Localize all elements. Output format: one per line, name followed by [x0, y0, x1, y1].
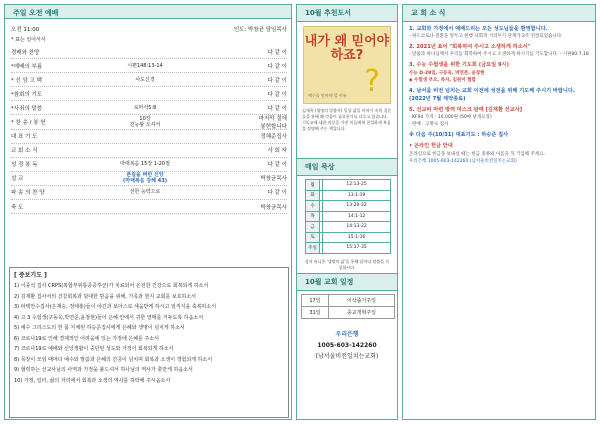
news-item: [409, 87, 589, 103]
order-name: 파 송 의 찬 양: [11, 190, 45, 197]
order-row: [11, 172, 287, 186]
prayer-item: 2) 김재환 집사서의 건강회복과 담대한 믿음을 위해, 가족과 현지 교회를 보호하소서: [14, 293, 197, 300]
order-row: [11, 130, 287, 144]
question-mark-icon: ?: [364, 64, 380, 99]
prayer-item: 6) 코로나19로 인해 경제적인 어려움에 있는 가정에 은혜를 주소서: [14, 335, 159, 342]
order-right: 다 같 이: [267, 77, 287, 84]
reading-row: [306, 232, 391, 243]
order-content: 10장 전능왕 오셔서: [129, 116, 161, 129]
reading-day: 주일: [306, 243, 320, 254]
news-item-title: 1. 교회와 가정에서 예배드리는 모든 성도님들을 환영합니다.: [409, 26, 548, 32]
prayer-title: [ 중보기도 ]: [14, 272, 47, 279]
news-item-title: 2. 2021년 표어 "회복하여 주시고 소생하게 하소서": [409, 44, 531, 51]
order-name: 경배와 찬양: [11, 49, 40, 56]
prayer-item: 1) 이종석 집사 CRPS(복합부위통증증후군)가 치료되어 온전한 건강으로 회복되게 하소서: [14, 283, 209, 289]
news-item-title: 4. 남서울 비전 넘치는 교회 이전에 성전을 위해 기도해 주시기 바랍니다. (2022년 7월 계약종료): [409, 87, 575, 102]
worship-time: 오전 11:00: [11, 27, 40, 33]
news-item-title: • 온라인 헌금 안내: [409, 143, 453, 150]
news-item-sub: - 위드코로나 전환을 앞두고 현행 사회적 거리두기 단계가 2주 연장되었습니다.: [409, 34, 563, 40]
reading-text: 13:20-22: [323, 201, 391, 212]
order-name: 교 회 소 식: [11, 148, 38, 155]
order-name: * 찬 송 / 봉 헌: [11, 120, 46, 127]
order-name: 성 경 봉 독: [11, 162, 38, 169]
order-name: 축 도: [11, 204, 24, 211]
order-right: 다 같 이: [267, 49, 287, 56]
news-item-title: ※ 다음 주(10/31) 대표기도 : 하승준 집사: [409, 132, 509, 139]
worship-leader: 인도: 박창균 담임목사: [233, 27, 287, 33]
order-row: [11, 59, 287, 73]
prayer-item: 10) 가정, 일터, 삶의 자리에서 회복과 소생의 역사를 허락해 주시옵소서: [14, 377, 171, 384]
order-row: [11, 87, 287, 101]
bank-holder: (남서울비전일치는교회): [315, 352, 379, 360]
news-item: [409, 106, 589, 128]
bank-name: 우리은행: [335, 330, 359, 338]
bank-number: 1005-603-142260: [317, 341, 377, 349]
news-item-sub: 수능 D-29일, 구동욱, 박연준, 윤창현: [409, 70, 485, 76]
stand-note: * 표는 일어서서: [11, 37, 46, 43]
reading-day: 수: [306, 201, 320, 212]
reading-row: [306, 211, 391, 222]
order-content: 마태복음 15장 1-20절: [120, 161, 170, 168]
reading-row: [306, 201, 391, 212]
order-content: 시편148:13-14: [127, 62, 163, 69]
order-content: 로마서5:8: [133, 104, 157, 111]
reading-text: 12:13-25: [323, 180, 391, 191]
order-right: 다 같 이: [267, 105, 287, 112]
order-name: 대 표 기 도: [11, 134, 38, 141]
news-item-title: 3. 수능 수험생을 위한 기도회 (금요일 9시): [409, 62, 509, 69]
reading-text: 13:1-19: [323, 190, 391, 201]
reading-day: 금: [306, 222, 320, 233]
order-right: 다 같 이: [267, 91, 287, 98]
order-row: [11, 73, 287, 87]
order-rows: [11, 45, 287, 214]
reading-row: [306, 180, 391, 191]
news-panel: [402, 4, 596, 420]
order-row: [11, 144, 287, 158]
prayer-item: 9) 협력하는 선교사님의 사역과 가정을 붙드셔서 하나님의 역사가 충만케 하옵소서: [14, 367, 193, 373]
events-table: [301, 294, 395, 319]
order-row: [11, 158, 287, 172]
prayer-item: 8) 목장이 모임 때마다 예수와 말씀과 은혜의 간증이 넘치며 회복과 소생이 경험되게 하소서: [14, 356, 213, 363]
bank-info: [297, 329, 397, 362]
prayer-item: 3) 파택안수집사(은재승, 정태홍)들이 야긴과 보아스로 세움받게 하시고 임직식을 축복하소서: [14, 304, 217, 310]
order-name: *참회의 기도: [11, 91, 43, 98]
news-item: [409, 142, 589, 164]
order-name: * 신 앙 고 백: [11, 77, 42, 84]
reading-day: 토: [306, 232, 320, 243]
news-item: [409, 25, 589, 40]
order-name: *사죄의 말씀: [11, 105, 43, 112]
prayer-item: 5) 예수 그리스도의 한 몸 지체된 하승준집사에게 은혜와 생명이 넘치게 하소서: [14, 325, 185, 331]
reading-text: 14:1-12: [323, 211, 391, 222]
order-right: 다 같 이: [267, 162, 287, 169]
news-item-title: 5. 선교비 마련 방역 마스크 판매 [김재환 선교사]: [409, 107, 523, 114]
reading-table: [305, 179, 391, 254]
book-cover-sub: 예수를 믿어야 할 이유: [308, 93, 347, 98]
reading-note: 성서 유니온 '생명의 삶'을 통해 날마다 말씀을 묵상합시다.: [304, 258, 390, 270]
news-item-sub: - KF94 가격 : 10,000원 (50매 낱개포장): [409, 115, 492, 121]
reading-text: 15:1-16: [323, 232, 391, 243]
reading-row: [306, 190, 391, 201]
book-cover: [303, 26, 391, 104]
order-right: 사 회 자: [267, 148, 287, 155]
news-item-sub: ◆ 수험생 부모, 목자, 임원이 협합: [409, 77, 476, 83]
order-content: 사도신경: [135, 76, 155, 83]
worship-order: [11, 25, 287, 214]
worship-title: 주일 오전 예배: [5, 5, 291, 19]
prayer-list: [14, 281, 284, 386]
news-item-sub: - 판매 : 고명숙 집사: [409, 122, 449, 128]
event-date: 31일: [302, 306, 329, 318]
prayer-item: 7) 코로나19로 예배와 신앙생활이 중단된 성도와 가정이 회복되게 하소서: [14, 346, 174, 352]
order-right: 박창균목사: [260, 204, 287, 211]
event-row: [302, 294, 395, 306]
events-header: 10월 교회 일정: [297, 273, 397, 291]
reading-day: 목: [306, 211, 320, 222]
order-right: 마지막 절에 봉헌합니다: [258, 116, 287, 131]
reading-day: 화: [306, 190, 320, 201]
prayer-box: [9, 267, 289, 418]
book-header: 10월 추천도서: [297, 5, 397, 22]
order-row: [11, 186, 287, 200]
order-name: 설 교: [11, 176, 24, 183]
news-item-sub: - 말씀과 하나님께서 우리를 회복하여 주시고 소생하게 하시기를 기도합니다. - 시편80:7,18: [409, 52, 589, 58]
reading-day: 월: [306, 180, 320, 191]
reading-text: 15:17-35: [323, 243, 391, 254]
event-row: [302, 306, 395, 318]
event-name: 종교개혁주일: [328, 306, 394, 318]
news-item-sub: 온라인으로 헌금을 보내실 때는 헌금 종류와 이름을 꼭 기입해 주세요.: [409, 151, 546, 157]
prayer-item: 4) 고 3 수험생(구동욱,박연준,윤창현)들이 은혜 안에서 귀한 열매를 거두도록 하옵소서: [14, 314, 204, 321]
order-right: 다 같 이: [267, 190, 287, 197]
worship-panel: [4, 4, 292, 420]
reading-row: [306, 243, 391, 254]
order-row: [11, 115, 287, 129]
order-right: 다 같 이: [267, 63, 287, 70]
reading-header: 매일 묵상: [297, 158, 397, 176]
reading-text: 14:13-22: [323, 222, 391, 233]
order-row: [11, 200, 287, 214]
order-right: 박창균목사: [260, 176, 287, 183]
news-item-sub: 우리은행 1005-603-142260 (남서울비전일치는교회): [409, 158, 517, 164]
order-content: 선한 능력으로: [129, 189, 161, 196]
order-right: 정혜준집사: [260, 134, 287, 141]
news-header: 교 회 소 식: [403, 5, 595, 22]
book-cover-title: 내가 왜 믿어야 하죠?: [304, 34, 390, 63]
middle-panel: [296, 4, 398, 420]
news-items: [403, 22, 595, 171]
news-item: [409, 43, 589, 58]
news-item: [409, 131, 589, 139]
order-row: [11, 45, 287, 59]
event-date: 17일: [302, 294, 329, 306]
book-blurb: 김재옥 (생명의 말씀사) 일상 삶을 이야기 속의 질문들을 통해 왜 믿음이 필요한가를 다루고 있습니다. 기독교에 대한 의문을 가진 이들에게 친절하게 복음을 설명해 주는 책입니다.: [302, 108, 392, 131]
reading-row: [306, 222, 391, 233]
order-content: 본질을 버린 신앙 (마태복음 강해 43): [123, 172, 167, 185]
news-item: [409, 61, 589, 83]
order-name: *예배의 부름: [11, 63, 43, 70]
event-name: 이삭줍기주일: [328, 294, 394, 306]
